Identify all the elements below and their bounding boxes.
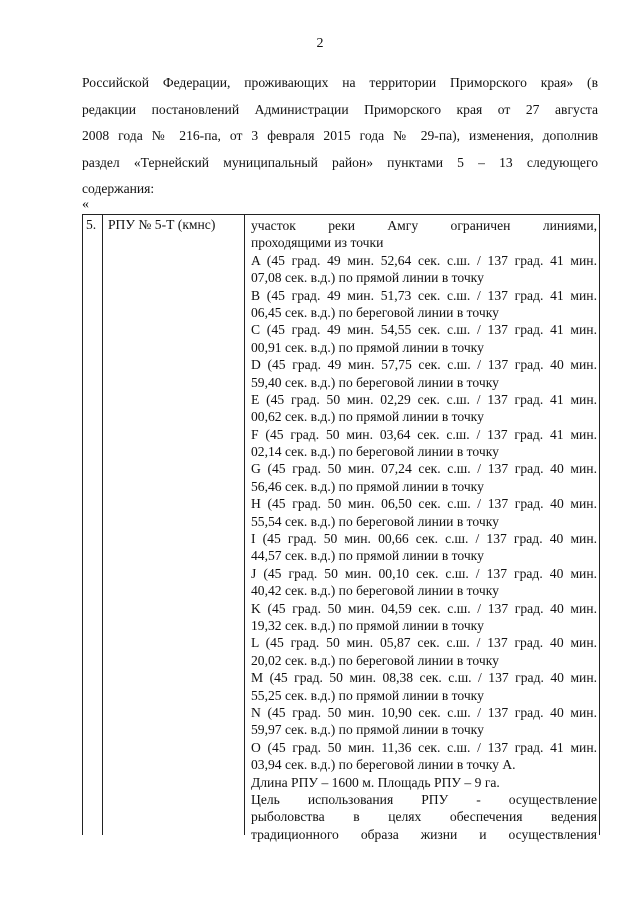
description-line: 20,02 сек. в.д.) по береговой линии в точку xyxy=(251,652,499,668)
page-number: 2 xyxy=(316,36,324,51)
description-line: 40,42 сек. в.д.) по береговой линии в точку xyxy=(251,583,499,599)
intro-paragraph xyxy=(82,70,598,203)
description-line: 59,40 сек. в.д.) по береговой линии в точку xyxy=(251,374,499,390)
description-line: C (45 град. 49 мин. 54,55 сек. с.ш. / 137 град. 41 мин. xyxy=(251,322,597,338)
opening-quote-mark: « xyxy=(82,197,89,212)
description-line: Длина РПУ – 1600 м. Площадь РПУ – 9 га. xyxy=(251,774,500,790)
description-line: B (45 град. 49 мин. 51,73 сек. с.ш. / 137 град. 41 мин. xyxy=(251,287,597,303)
description-line: H (45 град. 50 мин. 06,50 сек. с.ш. / 137 град. 40 мин. xyxy=(251,496,597,512)
intro-line: содержания: xyxy=(82,181,155,197)
row-number-cell: 5. xyxy=(83,215,103,835)
description-line: 59,97 сек. в.д.) по прямой линии в точку xyxy=(251,722,484,738)
description-line: Цель использования РПУ - осуществление xyxy=(251,791,597,807)
description-line: J (45 град. 50 мин. 00,10 сек. с.ш. / 137 град. 40 мин. xyxy=(251,565,597,581)
description-line: O (45 град. 50 мин. 11,36 сек. с.ш. / 137 град. 41 мин. xyxy=(251,739,597,755)
description-line: традиционного образа жизни и осуществления xyxy=(251,826,597,842)
description-line: G (45 град. 50 мин. 07,24 сек. с.ш. / 137 град. 40 мин. xyxy=(251,461,597,477)
intro-line: редакции постановлений Администрации Приморского края от 27 августа xyxy=(82,101,598,117)
description-line: E (45 град. 50 мин. 02,29 сек. с.ш. / 137 град. 41 мин. xyxy=(251,391,597,407)
description-line: проходящими из точки xyxy=(251,235,384,251)
description-line: K (45 град. 50 мин. 04,59 сек. с.ш. / 137 град. 40 мин. xyxy=(251,600,597,616)
description-line: 55,25 сек. в.д.) по прямой линии в точку xyxy=(251,687,484,703)
description-line: 00,62 сек. в.д.) по прямой линии в точку xyxy=(251,409,484,425)
description-line: D (45 град. 49 мин. 57,75 сек. с.ш. / 137 град. 40 мин. xyxy=(251,357,597,373)
description-line: 55,54 сек. в.д.) по береговой линии в точку xyxy=(251,513,499,529)
description-line: N (45 град. 50 мин. 10,90 сек. с.ш. / 137 град. 40 мин. xyxy=(251,704,597,720)
description-cell xyxy=(245,215,599,842)
intro-line: 2008 года № 216-па, от 3 февраля 2015 года № 29-па), изменения, дополнив xyxy=(82,128,598,144)
description-line: рыболовства в целях обеспечения ведения xyxy=(251,809,597,825)
description-line: 07,08 сек. в.д.) по прямой линии в точку xyxy=(251,270,484,286)
description-line: M (45 град. 50 мин. 08,38 сек. с.ш. / 137 град. 40 мин. xyxy=(251,670,597,686)
description-line: I (45 град. 50 мин. 00,66 сек. с.ш. / 137 град. 40 мин. xyxy=(251,531,597,547)
description-line: 56,46 сек. в.д.) по прямой линии в точку xyxy=(251,478,484,494)
description-line: 06,45 сек. в.д.) по береговой линии в точку xyxy=(251,304,499,320)
region-name-cell: РПУ № 5-Т (кмнс) xyxy=(103,215,245,835)
description-line: F (45 град. 50 мин. 03,64 сек. с.ш. / 137 град. 41 мин. xyxy=(251,426,597,442)
description-line: 03,94 сек. в.д.) по береговой линии в точку А. xyxy=(251,757,516,773)
intro-line: раздел «Тернейский муниципальный район» пунктами 5 – 13 следующего xyxy=(82,154,598,170)
description-line: 19,32 сек. в.д.) по прямой линии в точку xyxy=(251,617,484,633)
fishing-area-table xyxy=(82,214,600,842)
intro-line: Российской Федерации, проживающих на территории Приморского края» (в xyxy=(82,75,598,90)
description-line: A (45 град. 49 мин. 52,64 сек. с.ш. / 137 град. 41 мин. xyxy=(251,252,597,268)
description-line: 44,57 сек. в.д.) по прямой линии в точку xyxy=(251,548,484,564)
description-line: участок реки Амгу ограничен линиями, xyxy=(251,218,597,233)
description-line: 00,91 сек. в.д.) по прямой линии в точку xyxy=(251,339,484,355)
description-line: 02,14 сек. в.д.) по береговой линии в точку xyxy=(251,444,499,460)
description-line: L (45 град. 50 мин. 05,87 сек. с.ш. / 137 град. 40 мин. xyxy=(251,635,597,651)
